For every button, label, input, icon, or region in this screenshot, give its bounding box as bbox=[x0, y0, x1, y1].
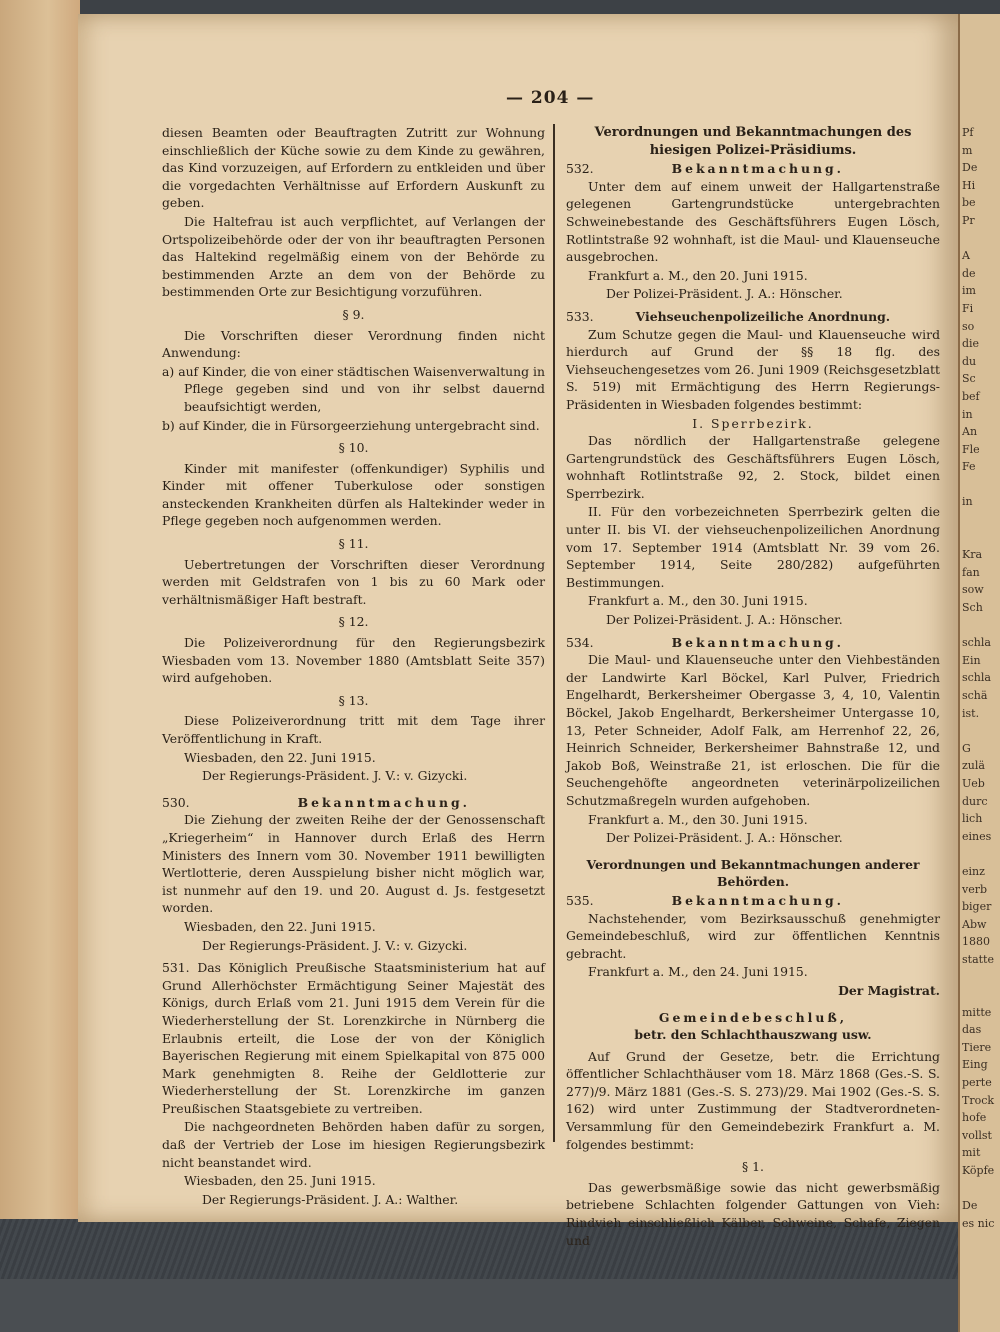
notice-535-heading bbox=[566, 892, 940, 910]
paragraph: Die Maul- und Klauenseuche unter den Viehbeständen der Landwirte Karl Böckel, Karl Pulver, Friedrich Engelhardt, Berkersheimer Obergasse 3, 4, 10, Valentin Böckel, Jakob Engelhardt, Berkersheimer Untergasse 10, 13, Peter Schneider, Adolf Falk, am Herrenhof 22, 26, Heinrich Schneider, Berkersheimer Bahnstraße 12, und Jakob Boß, Weinstraße 21, ist erloschen. Die für die Seuchengehöfte angeordneten veterinärpolizeilichen Schutzmaßregeln wurden aufgehoben. bbox=[566, 652, 940, 808]
signature-line: Der Polizei-Präsident. J. A.: Hönscher. bbox=[606, 286, 843, 302]
next-page-fragment: Eing bbox=[962, 1058, 988, 1072]
next-page-fragment: Tiere bbox=[962, 1040, 992, 1054]
next-page-fragment: Pf bbox=[962, 126, 974, 139]
notice-number: 534. bbox=[566, 634, 594, 650]
next-page-fragment: die bbox=[962, 337, 980, 351]
next-page-fragment: schä bbox=[962, 689, 988, 702]
next-page-fragment: schla bbox=[962, 671, 991, 685]
notice-title: Bekanntmachung. bbox=[671, 634, 844, 650]
date-line: Wiesbaden, den 22. Juni 1915. bbox=[184, 918, 376, 934]
paragraph: Auf Grund der Gesetze, betr. die Errichtung öffentlicher Schlachthäuser vom 18. März 1868 (Ges.-S. S. 277)/9. März 1881 (Ges.-S. S. 273)/29. Mai 1902 (Ges.-S. S. 162) wird unter Zustimmung der Stadtverordneten-Versammlung für den Gemeindebezirk Frankfurt a. M. folgendes bestimmt: bbox=[566, 1048, 940, 1152]
next-page-fragment: Sch bbox=[962, 601, 983, 615]
date-line: Wiesbaden, den 22. Juni 1915. bbox=[184, 749, 376, 765]
notice-title: Bekanntmachung. bbox=[671, 161, 844, 177]
next-page-fragment: schla bbox=[962, 636, 991, 650]
date-line: Frankfurt a. M., den 30. Juni 1915. bbox=[588, 811, 808, 827]
next-page-fragment: G bbox=[962, 741, 971, 755]
paragraph: Die Ziehung der zweiten Reihe der der Genossenschaft „Kriegerheim“ in Hannover durch Erlaß des Herrn Ministers des Innern vom 30. November 1911 bewilligten Wertlotterie, deren Ausspielung bisher nicht möglich war, ist nunmehr auf den 19. und 20. August d. Js. festgesetzt worden. bbox=[162, 812, 545, 916]
next-page-fragment: in bbox=[962, 407, 973, 421]
next-page-fragment: De bbox=[962, 161, 978, 175]
next-page-fragment: es nic bbox=[962, 1216, 995, 1230]
next-page-fragment: De bbox=[962, 1199, 978, 1213]
next-page-fragment: einz bbox=[962, 864, 985, 878]
paragraph: Die Polizeiverordnung für den Regierungsbezirk Wiesbaden vom 13. November 1880 (Amtsblatt Seite 357) wird aufgehoben. bbox=[162, 635, 545, 686]
next-page-fragment: vollst bbox=[962, 1128, 992, 1142]
paragraph: Die nachgeordneten Behörden haben dafür zu sorgen, daß der Vertrieb der Lose im hiesigen Regierungsbezirk nicht beanstandet wird. bbox=[162, 1119, 545, 1170]
decree-subtitle: betr. den Schlachthauszwang usw. bbox=[634, 1027, 872, 1043]
next-page-fragment: eines bbox=[962, 829, 992, 843]
paragraph: Das nördlich der Hallgartenstraße gelegene Gartengrundstück des Geschäftsführers Eugen Lösch, wohnhaft Rotlintstraße 92, 2. Stock, bildet einen Sperrbezirk. bbox=[566, 433, 940, 501]
next-page-fragment bbox=[960, 1180, 1000, 1198]
date-line: Frankfurt a. M., den 30. Juni 1915. bbox=[588, 593, 808, 609]
signature-line: Der Regierungs-Präsident. J. A.: Walther. bbox=[202, 1191, 459, 1207]
next-page-fragment: verb bbox=[962, 882, 988, 896]
notice-533-heading bbox=[566, 308, 940, 326]
next-page-fragment: hofe bbox=[962, 1111, 987, 1125]
next-page-fragment: Köpfe bbox=[962, 1164, 995, 1178]
paragraph: Nachstehender, vom Bezirksausschuß genehmigter Gemeindebeschluß, wird zur öffentlichen Kenntnis gebracht. bbox=[566, 910, 940, 961]
next-page-fragment: Ein bbox=[962, 653, 981, 667]
paragraph: Kinder mit manifester (offenkundiger) Syphilis und Kinder mit offener Tuberkulose oder sonstigen ansteckenden Krankheiten dürfen als Haltekinder weder in Pflege gegeben noch aufgenommen werden. bbox=[162, 460, 545, 529]
next-page-fragment: Fi bbox=[962, 301, 974, 315]
next-page-fragment bbox=[960, 230, 1000, 248]
notice-number: 532. bbox=[566, 161, 594, 177]
paragraph: Die Haltefrau ist auch verpflichtet, auf Verlangen der Ortspolizeibehörde oder der von ihr beauftragten Personen das Haltekind regelmäßig einem von der Behörde zu bestimmenden Arzte an dem von der Behörde zu bestimmenden Orte zur Besichtigung vorzuführen. bbox=[162, 213, 545, 300]
next-page-fragment: Ueb bbox=[962, 776, 985, 790]
paragraph: Zum Schutze gegen die Maul- und Klauenseuche wird hierdurch auf Grund der §§ 18 flg. des Viehseuchengesetzes vom 26. Juni 1909 (Reichsgesetzblatt S. 519) mit Ermächtigung des Herrn Regierungs-Präsidenten in Wiesbaden folgendes bestimmt: bbox=[566, 326, 940, 412]
next-page-fragment: Abw bbox=[962, 917, 987, 931]
next-page-fragment: statte bbox=[962, 952, 994, 966]
date-line: Frankfurt a. M., den 24. Juni 1915. bbox=[588, 964, 808, 980]
paragraph: Die Vorschriften dieser Verordnung finden nicht Anwendung: bbox=[162, 327, 545, 361]
next-page-fragment: Hi bbox=[962, 178, 976, 192]
next-page-fragment: lich bbox=[962, 812, 983, 826]
next-page-fragment: An bbox=[962, 425, 978, 439]
next-page-fragment: Fe bbox=[962, 460, 976, 474]
next-page-fragment: mit bbox=[962, 1146, 981, 1160]
next-page-fragment: zulä bbox=[962, 759, 985, 773]
next-page-fragment: de bbox=[962, 266, 976, 280]
notice-number: 530. bbox=[162, 794, 190, 810]
signature-line: Der Regierungs-Präsident. J. V.: v. Gizycki. bbox=[202, 768, 468, 784]
date-line: Wiesbaden, den 25. Juni 1915. bbox=[184, 1173, 376, 1189]
next-page-fragment: m bbox=[962, 143, 973, 157]
notice-532-heading bbox=[566, 160, 940, 178]
next-page-fragment bbox=[960, 617, 1000, 635]
next-page-fragment bbox=[960, 969, 1000, 987]
book-spine bbox=[0, 0, 80, 1279]
signature-line: Der Magistrat. bbox=[838, 982, 940, 998]
paragraph: Unter dem auf einem unweit der Hallgartenstraße gelegenen Gartengrundstücke untergebrachten Schweinebestande des Geschäftsführers Eugen Lösch, Rotlintstraße 92 wohnhaft, ist die Maul- und Klauenseuche ausgebrochen. bbox=[566, 178, 940, 265]
notice-title: Viehseuchenpolizeiliche Anordnung. bbox=[635, 308, 891, 324]
next-page-fragment: durc bbox=[962, 794, 988, 808]
next-page-fragment bbox=[960, 476, 1000, 494]
section-heading: § 13. bbox=[338, 692, 369, 708]
next-page-fragment bbox=[960, 845, 1000, 863]
next-page-fragment: 1880 bbox=[962, 935, 990, 949]
section-heading: § 12. bbox=[338, 614, 369, 630]
next-page-fragment: im bbox=[962, 284, 976, 298]
notice-number: 533. bbox=[566, 308, 594, 324]
subsection-heading: I. Sperrbezirk. bbox=[692, 415, 814, 431]
next-page-fragment: be bbox=[962, 196, 976, 210]
next-page-fragment bbox=[960, 529, 1000, 547]
next-page-fragment: ist. bbox=[962, 706, 980, 720]
notice-534-heading bbox=[566, 634, 940, 652]
next-page-fragment: in bbox=[962, 495, 973, 509]
next-page-fragment bbox=[960, 722, 1000, 740]
section-header: Verordnungen und Bekanntmachungen des hiesigen Polizei-Präsidiums. bbox=[594, 125, 912, 158]
next-page-fragment bbox=[960, 986, 1000, 1004]
next-page-fragment: sow bbox=[962, 583, 984, 597]
paragraph: II. Für den vorbezeichneten Sperrbezirk gelten die unter II. bis VI. der viehseuchenpolizeilichen Anordnung vom 17. September 1914 (Amtsblatt Nr. 39 vom 26. September 1914, Seite 280/282) aufgeführten Bestimmungen. bbox=[566, 504, 940, 590]
next-page-fragment: biger bbox=[962, 900, 992, 914]
decree-title: Gemeindebeschluß, bbox=[658, 1009, 848, 1025]
notice-title: Bekanntmachung. bbox=[671, 892, 844, 908]
next-page-fragment: A bbox=[962, 249, 970, 263]
next-page-fragment: das bbox=[962, 1023, 982, 1037]
notice-530-heading bbox=[162, 794, 545, 812]
next-page-edge bbox=[958, 14, 1000, 1332]
next-page-fragment: bef bbox=[962, 389, 980, 403]
next-page-fragment: perte bbox=[962, 1076, 992, 1090]
section-heading: § 11. bbox=[338, 536, 369, 552]
signature-line: Der Polizei-Präsident. J. A.: Hönscher. bbox=[606, 830, 843, 846]
signature-line: Der Regierungs-Präsident. J. V.: v. Gizycki. bbox=[202, 937, 468, 953]
notice-title: Bekanntmachung. bbox=[297, 794, 470, 810]
list-item: b) auf Kinder, die in Fürsorgeerziehung untergebracht sind. bbox=[162, 417, 540, 433]
next-page-fragment: du bbox=[962, 354, 977, 368]
section-header: Verordnungen und Bekanntmachungen anderer Behörden. bbox=[586, 856, 920, 890]
left-column bbox=[162, 124, 545, 1209]
next-page-fragment: Kra bbox=[962, 548, 983, 562]
section-heading: § 1. bbox=[742, 1159, 764, 1175]
section-heading: § 10. bbox=[338, 440, 369, 456]
section-heading: § 9. bbox=[342, 306, 365, 322]
paragraph: 531. Das Königlich Preußische Staatsministerium hat auf Grund Allerhöchster Ermächtigung Seiner Majestät des Königs, durch Erlaß vom 21. Juni 1915 dem Verein für die Wiederherstellung der St. Lorenzkirche in Nürnberg die Erlaubnis erteilt, die Lose der von der Königlich Bayerischen Regierung mit einem Spielkapital von 875 000 Mark genehmigten 8. Reihe der Geldlotterie zur Wiederherstellung der St. Lorenzkirche im ganzen Preußischen Staatsgebiete zu vertreiben. bbox=[162, 960, 545, 1116]
column-divider bbox=[553, 124, 555, 1142]
next-page-fragment: mitte bbox=[962, 1005, 992, 1019]
next-page-fragment bbox=[960, 511, 1000, 529]
list-item: a) auf Kinder, die von einer städtischen Waisenverwaltung in Pflege gegeben sind und von ihr selbst dauernd beaufsichtigt werden, bbox=[162, 363, 545, 414]
paragraph: Uebertretungen der Vorschriften dieser Verordnung werden mit Geldstrafen von 1 bis zu 60 Mark oder verhältnismäßiger Haft bestraft. bbox=[162, 556, 545, 607]
next-page-fragment: Sc bbox=[962, 372, 976, 386]
paragraph: Das gewerbsmäßige sowie das nicht gewerbsmäßig betriebene Schlachten folgender Gattungen von Vieh: Rindvieh einschließlich Kälber, Schweine, Schafe, Ziegen und bbox=[566, 1179, 940, 1248]
paragraph: Diese Polizeiverordnung tritt mit dem Tage ihrer Veröffentlichung in Kraft. bbox=[162, 713, 545, 746]
signature-line: Der Polizei-Präsident. J. A.: Hönscher. bbox=[606, 612, 843, 628]
right-column bbox=[566, 124, 940, 1250]
date-line: Frankfurt a. M., den 20. Juni 1915. bbox=[588, 267, 808, 283]
next-page-fragment: Trock bbox=[962, 1093, 995, 1107]
next-page-fragment: fan bbox=[962, 565, 980, 579]
next-page-fragment: so bbox=[962, 319, 975, 333]
next-page-fragment: Pr bbox=[962, 213, 975, 227]
next-page-fragment: Fle bbox=[962, 442, 980, 456]
notice-number: 535. bbox=[566, 892, 594, 908]
intro-paragraph: diesen Beamten oder Beauftragten Zutritt zur Wohnung einschließlich der Küche sowie zu dem Kinde zu gewähren, das Kind vorzuzeigen, auf Erfordern zu entkleiden und über die vorgedachten Verhältnisse auf Erfordern Auskunft zu geben. bbox=[162, 125, 545, 211]
page-number: — 204 — bbox=[506, 88, 595, 108]
